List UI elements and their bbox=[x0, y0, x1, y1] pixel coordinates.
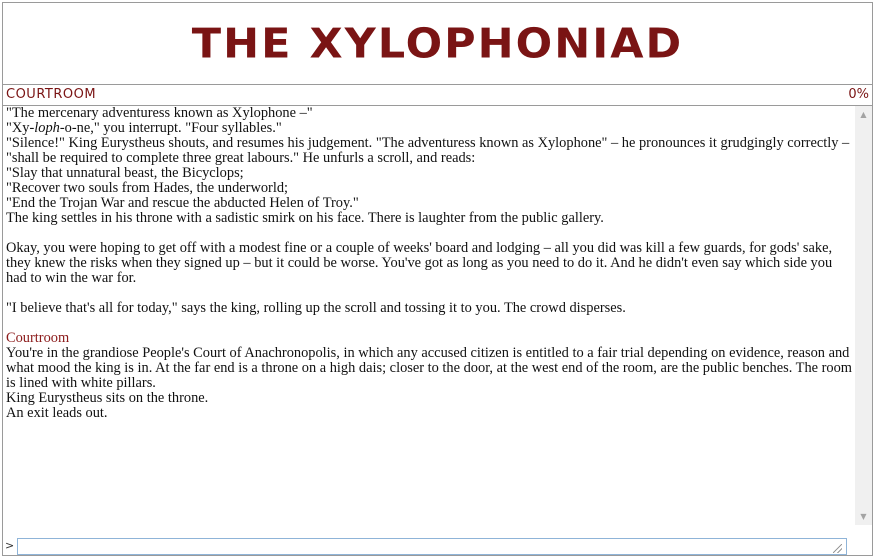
scroll-up-icon[interactable]: ▲ bbox=[860, 110, 867, 119]
transcript-line: "The mercenary adventuress known as Xylophone –" bbox=[6, 106, 313, 121]
room-occupant: King Eurystheus sits on the throne. bbox=[6, 390, 209, 406]
transcript-line: "Slay that unnatural beast, the Bicyclops; bbox=[6, 165, 244, 181]
status-location: COURTROOM bbox=[6, 87, 97, 102]
transcript-paragraph: Okay, you were hoping to get off with a modest fine or a couple of weeks' board and lodging – all you did was kill a few guards, for gods' sake, they knew the risks when they signed up – but it could be worse. You've got as long as you need to do it. And he didn't even say which side you had to win the war for. bbox=[6, 240, 833, 286]
scrollbar[interactable] bbox=[855, 106, 872, 525]
transcript-paragraph: "I believe that's all for today," says the king, rolling up the scroll and tossing it to you. The crowd disperses. bbox=[6, 300, 626, 316]
transcript-line: "Recover two souls from Hades, the underworld; bbox=[6, 180, 289, 196]
transcript bbox=[6, 106, 854, 525]
room-heading: Courtroom bbox=[6, 330, 70, 346]
transcript-line: "Silence!" King Eurystheus shouts, and resumes his judgement. "The adventuress known as Xylophone" – he pronounces it grudgingly correctly – bbox=[6, 135, 850, 151]
game-title: THE XYLOPHONIAD bbox=[191, 19, 684, 68]
command-prompt: > bbox=[5, 539, 15, 552]
scroll-down-icon[interactable]: ▼ bbox=[860, 512, 867, 521]
room-exit: An exit leads out. bbox=[6, 405, 108, 421]
command-row bbox=[2, 525, 873, 556]
transcript-line: "End the Trojan War and rescue the abducted Helen of Troy." bbox=[6, 195, 359, 211]
transcript-line: "shall be required to complete three great labours." He unfurls a scroll, and reads: bbox=[6, 150, 476, 166]
transcript-line: "Xy-loph-o-ne," you interrupt. "Four syllables." bbox=[6, 120, 282, 136]
status-score: 0% bbox=[848, 87, 869, 102]
transcript-line: The king settles in his throne with a sadistic smirk on his face. There is laughter from the public gallery. bbox=[6, 210, 604, 226]
resize-grip-icon[interactable] bbox=[833, 544, 842, 553]
command-input[interactable] bbox=[17, 538, 847, 555]
room-description: You're in the grandiose People's Court of Anachronopolis, in which any accused citizen is entitled to a fair trial depending on evidence, reason and what mood the king is in. At the far end is a throne on a high dais; closer to the door, at the west end of the room, are the public benches. The room is lined with white pillars. bbox=[6, 345, 852, 391]
status-bar bbox=[2, 85, 873, 106]
game-banner bbox=[2, 2, 873, 85]
transcript-window[interactable] bbox=[2, 106, 873, 525]
